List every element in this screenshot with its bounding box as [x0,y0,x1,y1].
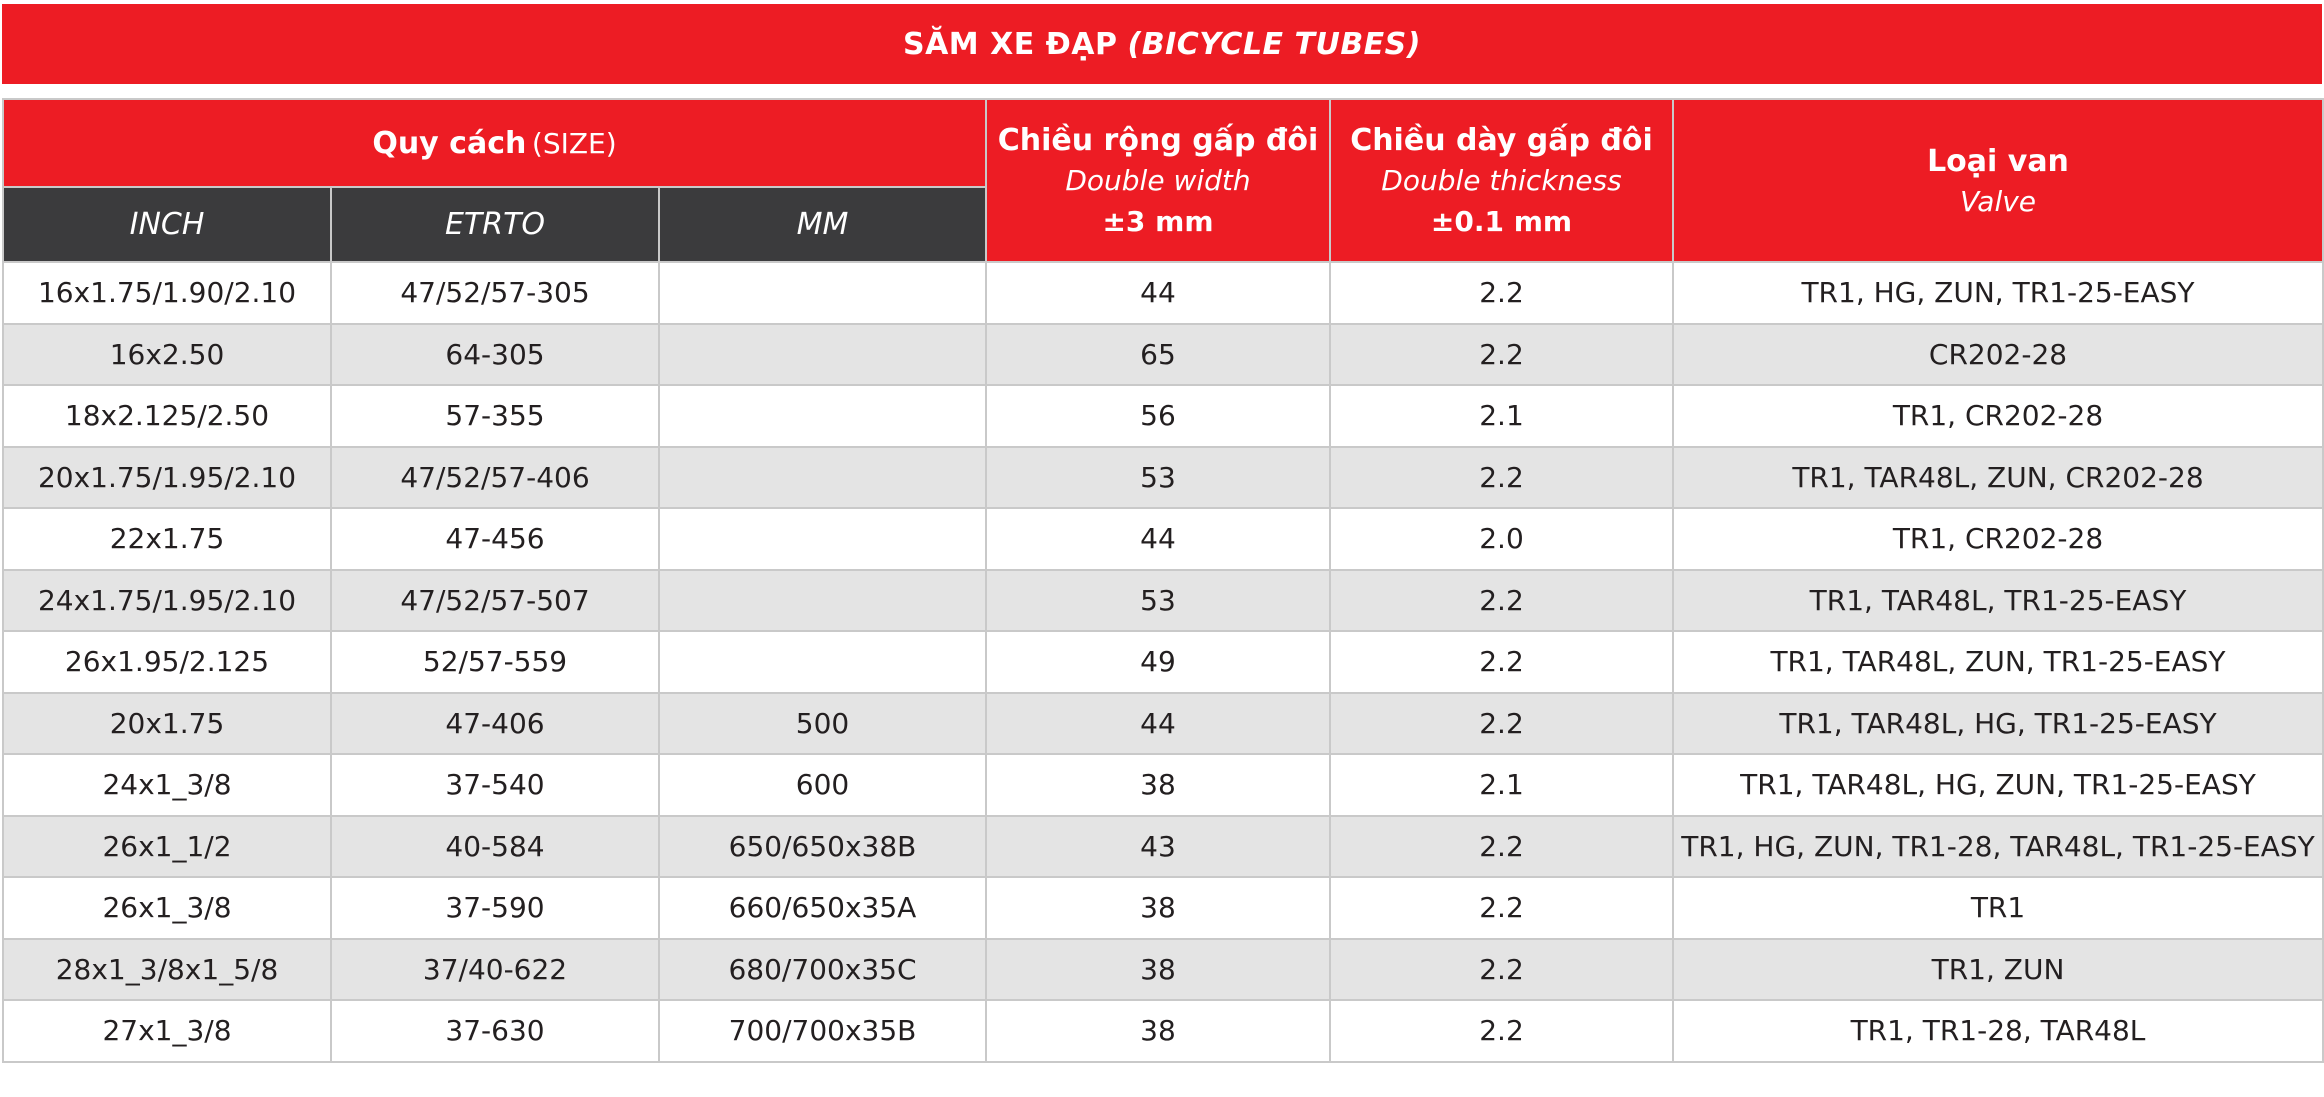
title-main: SĂM XE ĐẠP [902,26,1118,62]
cell-width: 53 [986,570,1330,632]
table-row [3,754,2323,816]
table-row [3,570,2323,632]
cell-valve: TR1, TR1-28, TAR48L [1673,1000,2323,1062]
cell-mm [659,508,986,570]
cell-etrto: 47-456 [331,508,659,570]
cell-thickness: 2.2 [1330,324,1673,386]
cell-mm [659,262,986,324]
cell-etrto: 47-406 [331,693,659,755]
table-row [3,1000,2323,1062]
cell-thickness: 2.1 [1330,385,1673,447]
header-valve [1673,99,2323,262]
table-row [3,939,2323,1001]
cell-mm: 650/650x38B [659,816,986,878]
cell-width: 38 [986,877,1330,939]
cell-inch: 27x1_3/8 [3,1000,331,1062]
cell-width: 38 [986,1000,1330,1062]
header-width-sub: Double width [1065,164,1251,197]
cell-width: 38 [986,939,1330,1001]
cell-valve: TR1, CR202-28 [1673,385,2323,447]
header-inch: INCH [3,187,331,262]
cell-valve: TR1, TAR48L, ZUN, CR202-28 [1673,447,2323,509]
cell-inch: 16x1.75/1.90/2.10 [3,262,331,324]
table-row [3,877,2323,939]
cell-valve: TR1, TAR48L, HG, TR1-25-EASY [1673,693,2323,755]
cell-width: 44 [986,262,1330,324]
cell-etrto: 37-540 [331,754,659,816]
table-row [3,693,2323,755]
cell-mm: 680/700x35C [659,939,986,1001]
cell-width: 53 [986,447,1330,509]
header-width [986,99,1330,262]
cell-thickness: 2.2 [1330,939,1673,1001]
cell-valve: TR1 [1673,877,2323,939]
cell-mm [659,324,986,386]
table-row [3,447,2323,509]
cell-thickness: 2.1 [1330,754,1673,816]
cell-etrto: 40-584 [331,816,659,878]
cell-inch: 26x1_1/2 [3,816,331,878]
title-sub: (BICYCLE TUBES) [1127,26,1421,62]
cell-inch: 24x1_3/8 [3,754,331,816]
header-size-label: Quy cách [372,125,527,161]
cell-width: 56 [986,385,1330,447]
header-valve-label: Loại van [1927,143,2069,179]
cell-mm: 500 [659,693,986,755]
table-row [3,631,2323,693]
cell-etrto: 37-630 [331,1000,659,1062]
cell-inch: 28x1_3/8x1_5/8 [3,939,331,1001]
header-thickness [1330,99,1673,262]
cell-thickness: 2.2 [1330,447,1673,509]
cell-etrto: 64-305 [331,324,659,386]
header-mm: MM [659,187,986,262]
cell-etrto: 37-590 [331,877,659,939]
cell-inch: 22x1.75 [3,508,331,570]
cell-thickness: 2.0 [1330,508,1673,570]
cell-inch: 26x1_3/8 [3,877,331,939]
header-size-sub: (SIZE) [531,126,617,160]
cell-mm [659,447,986,509]
table-body [3,262,2323,1062]
cell-valve: TR1, HG, ZUN, TR1-28, TAR48L, TR1-25-EASY [1673,816,2323,878]
table-row [3,324,2323,386]
cell-etrto: 57-355 [331,385,659,447]
cell-valve: TR1, ZUN [1673,939,2323,1001]
cell-thickness: 2.2 [1330,877,1673,939]
table-row [3,508,2323,570]
table-row [3,262,2323,324]
cell-width: 44 [986,693,1330,755]
cell-inch: 26x1.95/2.125 [3,631,331,693]
cell-valve: TR1, CR202-28 [1673,508,2323,570]
cell-inch: 16x2.50 [3,324,331,386]
cell-valve: TR1, TAR48L, ZUN, TR1-25-EASY [1673,631,2323,693]
header-thickness-sub: Double thickness [1381,164,1622,197]
cell-width: 43 [986,816,1330,878]
cell-thickness: 2.2 [1330,1000,1673,1062]
cell-inch: 24x1.75/1.95/2.10 [3,570,331,632]
table-row [3,385,2323,447]
table-title [2,4,2322,84]
cell-mm [659,385,986,447]
cell-etrto: 47/52/57-507 [331,570,659,632]
table-row [3,816,2323,878]
cell-valve: TR1, TAR48L, HG, ZUN, TR1-25-EASY [1673,754,2323,816]
header-thickness-label: Chiều dày gấp đôi [1350,123,1653,158]
cell-etrto: 37/40-622 [331,939,659,1001]
cell-width: 49 [986,631,1330,693]
cell-width: 65 [986,324,1330,386]
header-size [3,99,986,187]
cell-valve: CR202-28 [1673,324,2323,386]
cell-valve: TR1, TAR48L, TR1-25-EASY [1673,570,2323,632]
cell-thickness: 2.2 [1330,693,1673,755]
cell-thickness: 2.2 [1330,262,1673,324]
cell-mm: 700/700x35B [659,1000,986,1062]
cell-width: 44 [986,508,1330,570]
header-width-tolerance: ±3 mm [1102,205,1214,238]
cell-thickness: 2.2 [1330,631,1673,693]
cell-valve: TR1, HG, ZUN, TR1-25-EASY [1673,262,2323,324]
cell-mm: 660/650x35A [659,877,986,939]
header-width-label: Chiều rộng gấp đôi [997,123,1319,158]
cell-mm [659,631,986,693]
cell-etrto: 47/52/57-305 [331,262,659,324]
cell-inch: 20x1.75/1.95/2.10 [3,447,331,509]
cell-thickness: 2.2 [1330,816,1673,878]
cell-mm [659,570,986,632]
cell-width: 38 [986,754,1330,816]
header-thickness-tolerance: ±0.1 mm [1430,205,1573,238]
header-valve-sub: Valve [1959,184,2037,218]
cell-inch: 18x2.125/2.50 [3,385,331,447]
cell-thickness: 2.2 [1330,570,1673,632]
header-etrto: ETRTO [331,187,659,262]
cell-etrto: 52/57-559 [331,631,659,693]
bicycle-tubes-table [2,98,2324,1063]
cell-etrto: 47/52/57-406 [331,447,659,509]
cell-mm: 600 [659,754,986,816]
cell-inch: 20x1.75 [3,693,331,755]
